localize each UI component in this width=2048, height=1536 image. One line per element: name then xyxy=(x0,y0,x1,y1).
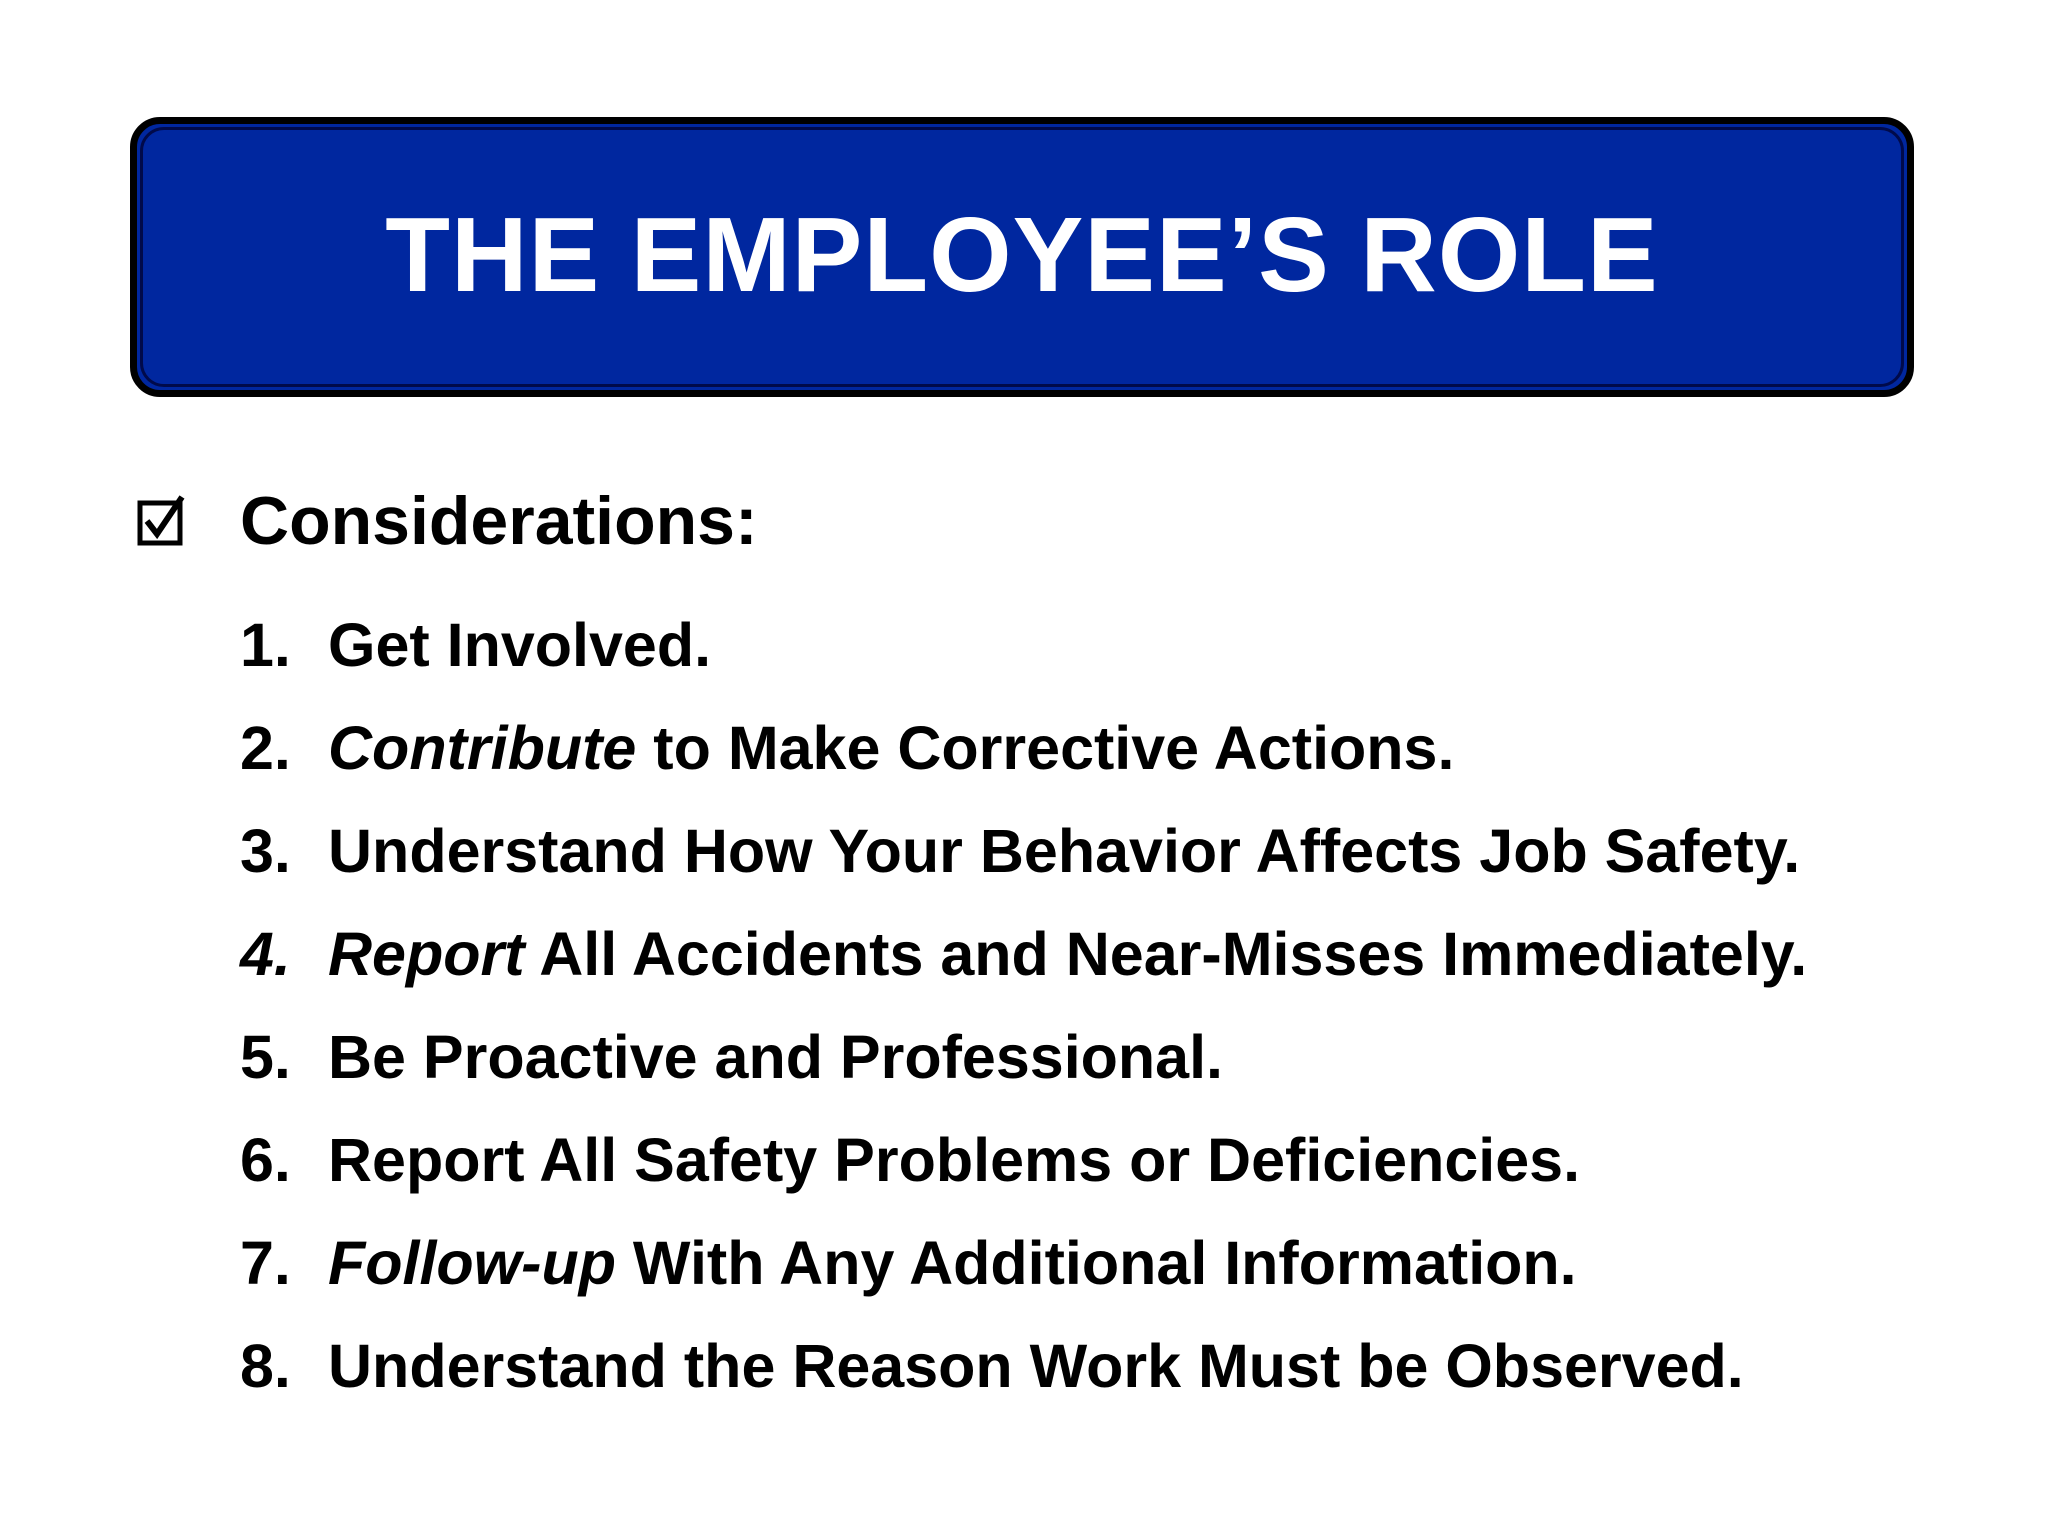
item-text: Get Involved. xyxy=(328,611,712,679)
list-item xyxy=(240,610,1807,713)
list-item xyxy=(240,1022,1807,1125)
item-number: 7. xyxy=(240,1229,291,1297)
section-heading: Considerations: xyxy=(240,483,758,559)
item-text: Understand How Your Behavior Affects Job Safety. xyxy=(328,817,1801,885)
list-item xyxy=(240,1228,1807,1331)
title-banner xyxy=(130,117,1914,397)
item-text: to Make Corrective Actions. xyxy=(636,714,1455,782)
list-item xyxy=(240,713,1807,816)
item-number: 5. xyxy=(240,1023,291,1091)
list-item xyxy=(240,1125,1807,1228)
item-text: Understand the Reason Work Must be Observed. xyxy=(328,1332,1744,1400)
item-number: 8. xyxy=(240,1332,291,1400)
item-text: All Accidents and Near-Misses Immediately. xyxy=(524,920,1808,988)
item-emphasis: Follow-up xyxy=(328,1229,616,1297)
considerations-list xyxy=(240,610,1807,1434)
item-number: 6. xyxy=(240,1126,291,1194)
checkbox-checked-icon xyxy=(136,495,188,547)
item-text: Be Proactive and Professional. xyxy=(328,1023,1223,1091)
considerations-section xyxy=(136,482,758,560)
item-number: 1. xyxy=(240,611,291,679)
slide-title: THE EMPLOYEE’S ROLE xyxy=(385,195,1659,314)
item-number: 2. xyxy=(240,714,291,782)
list-item xyxy=(240,1331,1807,1434)
item-text: Report All Safety Problems or Deficiencies. xyxy=(328,1126,1581,1194)
item-text: With Any Additional Information. xyxy=(615,1229,1577,1297)
list-item xyxy=(240,816,1807,919)
item-emphasis: Report xyxy=(328,920,525,988)
item-number: 3. xyxy=(240,817,291,885)
item-emphasis: Contribute xyxy=(328,714,637,782)
item-number: 4. xyxy=(240,920,291,988)
list-item xyxy=(240,919,1807,1022)
